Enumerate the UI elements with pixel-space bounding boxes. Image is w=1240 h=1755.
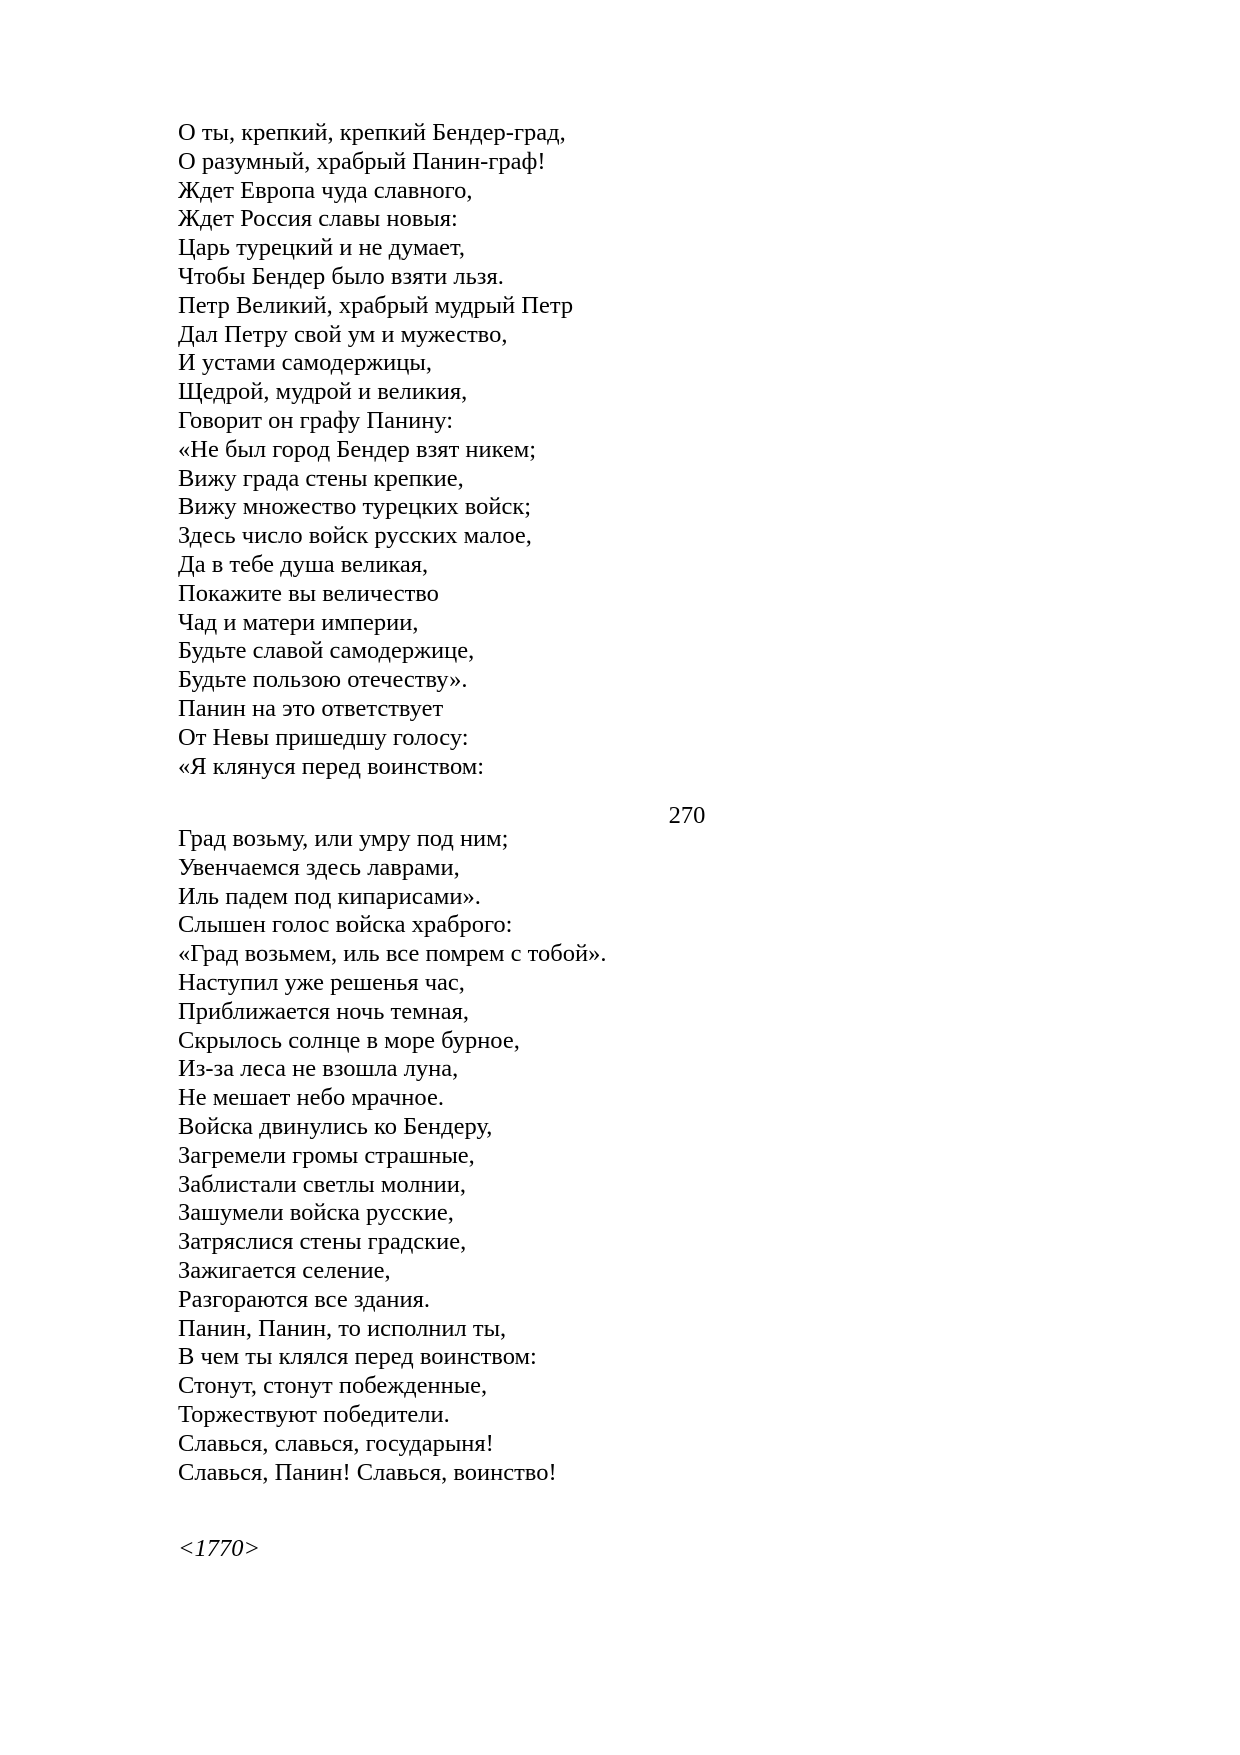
poem-line: Будьте славой самодержице,: [178, 637, 475, 665]
poem-line: Слышен голос войска храброго:: [178, 911, 513, 939]
poem-line: Славься, славься, государыня!: [178, 1429, 494, 1457]
page-number: 270: [668, 802, 706, 829]
poem-line: Царь турецкий и не думает,: [178, 234, 466, 262]
poem-line: Не мешает небо мрачное.: [178, 1084, 444, 1112]
poem-line: Зажигается селение,: [178, 1256, 391, 1284]
poem-line: Ждет Россия славы новыя:: [178, 205, 458, 233]
poem-line: Зашумели войска русские,: [178, 1199, 454, 1227]
stanza-1: [178, 119, 573, 781]
poem-line: Да в тебе душа великая,: [178, 550, 429, 578]
poem-line: Панин, Панин, то исполнил ты,: [178, 1314, 507, 1342]
poem-date: <1770>: [178, 1535, 261, 1562]
poem-line: Славься, Панин! Славься, воинство!: [178, 1458, 557, 1486]
poem-line: В чем ты клялся перед воинством:: [178, 1343, 537, 1371]
poem-line: Петр Великий, храбрый мудрый Петр: [178, 291, 574, 319]
poem-line: «Град возьмем, иль все помрем с тобой».: [178, 940, 607, 968]
poem-line: Стонут, стонут побежденные,: [178, 1372, 488, 1400]
poem-line: Вижу множество турецких войск;: [178, 493, 532, 521]
poem-line: Ждет Европа чуда славного,: [178, 176, 473, 204]
poem-line: И устами самодержицы,: [178, 349, 432, 377]
poem-line: Дал Петру свой ум и мужество,: [178, 320, 508, 348]
poem-line: Град возьму, или умру под ним;: [178, 825, 509, 852]
poem-line: Скрылось солнце в море бурное,: [178, 1026, 520, 1054]
poem-line: Наступил уже решенья час,: [178, 968, 465, 996]
poem-line: Торжествуют победители.: [178, 1400, 450, 1428]
poem-line: Иль падем под кипарисами».: [178, 882, 481, 910]
poem-line: Заблистали светлы молнии,: [178, 1170, 466, 1198]
poem-line: От Невы пришедшу голосу:: [178, 723, 469, 751]
poem-line: О ты, крепкий, крепкий Бендер-град,: [178, 119, 566, 146]
poem-line: Панин на это ответствует: [178, 694, 444, 722]
poem-line: Из-за леса не взошла луна,: [178, 1055, 459, 1083]
poem-line: Будьте пользою отечеству».: [178, 666, 468, 694]
poem-line: Войска двинулись ко Бендеру,: [178, 1112, 493, 1140]
poem-line: О разумный, храбрый Панин-граф!: [178, 147, 546, 175]
poem-line: Здесь число войск русских малое,: [178, 522, 532, 550]
poem-line: Говорит он графу Панину:: [178, 406, 454, 434]
stanza-2: [178, 825, 606, 1487]
poem-line: Приближается ночь темная,: [178, 997, 470, 1025]
poem-line: Загремели громы страшные,: [178, 1141, 475, 1169]
poem-line: Затряслися стены градские,: [178, 1228, 467, 1256]
poem-line: «Не был город Бендер взят никем;: [178, 435, 537, 463]
poem-line: Покажите вы величество: [178, 579, 439, 607]
poem-line: Вижу града стены крепкие,: [178, 464, 464, 492]
poem-line: Чтобы Бендер было взяти льзя.: [178, 262, 504, 290]
poem-line: Чад и матери империи,: [178, 608, 419, 636]
poem-line: «Я клянуся перед воинством:: [178, 752, 485, 780]
poem-line: Увенчаемся здесь лаврами,: [178, 853, 460, 881]
poem-line: Разгораются все здания.: [178, 1285, 431, 1313]
poem-line: Щедрой, мудрой и великия,: [178, 378, 468, 406]
